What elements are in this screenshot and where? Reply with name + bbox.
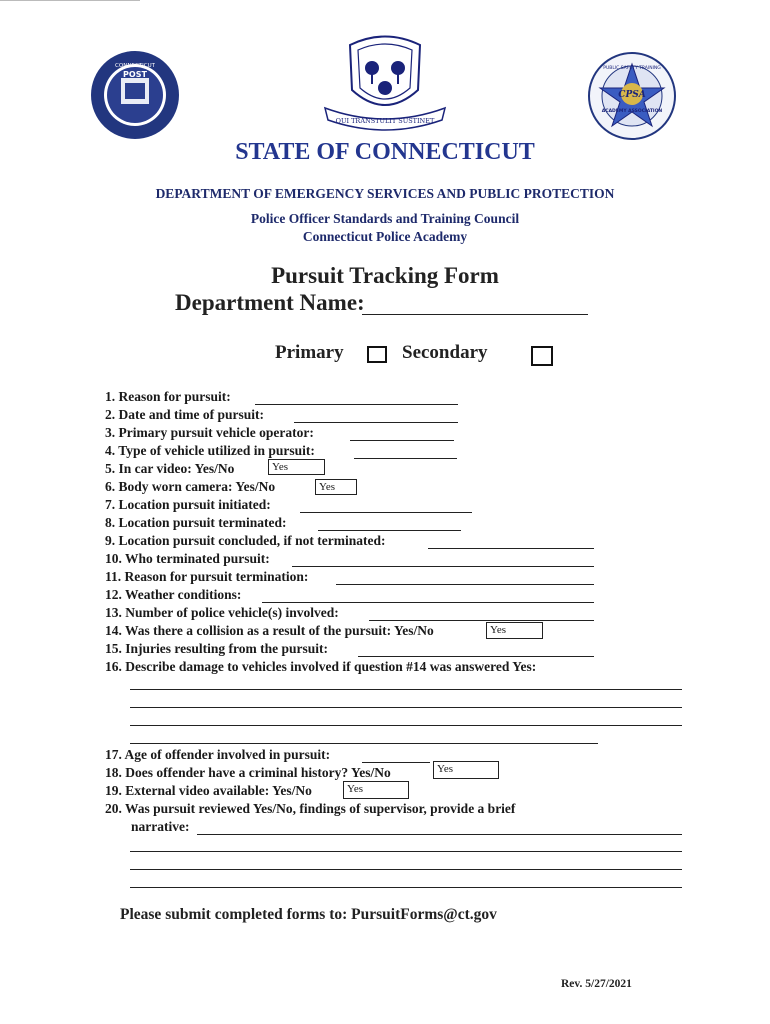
department-heading: DEPARTMENT OF EMERGENCY SERVICES AND PUBLIC PROTECTION [155, 186, 615, 201]
in-car-video-field[interactable]: Yes [268, 459, 325, 475]
question-16: 16. Describe damage to vehicles involved if question #14 was answered Yes: [105, 659, 537, 674]
question-14: 14. Was there a collision as a result of the pursuit: Yes/No [105, 623, 434, 638]
seal-motto: QUI TRANSTULIT SUSTINET [335, 117, 435, 125]
answer-4-field[interactable] [354, 458, 457, 459]
narrative-line-2[interactable] [130, 851, 682, 852]
question-20: 20. Was pursuit reviewed Yes/No, findings of supervisor, provide a brief [105, 801, 516, 816]
post-top-text: CONNECTICUT [115, 63, 155, 69]
question-8: 8. Location pursuit terminated: [105, 515, 287, 530]
cpsa-logo [588, 52, 676, 140]
state-title: STATE OF CONNECTICUT [235, 139, 535, 165]
secondary-checkbox[interactable] [531, 346, 553, 366]
answer-10-field[interactable] [292, 566, 594, 567]
cpsa-arc-text: PUBLIC SAFETY TRAINING [603, 66, 661, 71]
answer-12-field[interactable] [262, 602, 594, 603]
question-7: 7. Location pursuit initiated: [105, 497, 271, 512]
question-5: 5. In car video: Yes/No [105, 461, 235, 476]
question-20-narrative-label: narrative: [131, 819, 190, 834]
answer-1-field[interactable] [255, 404, 458, 405]
council-heading: Police Officer Standards and Training Council [250, 211, 520, 226]
damage-description-line-2[interactable] [130, 707, 682, 708]
question-19: 19. External video available: Yes/No [105, 783, 312, 798]
question-1: 1. Reason for pursuit: [105, 389, 231, 404]
form-title: Pursuit Tracking Form [271, 263, 499, 288]
secondary-label: Secondary [402, 342, 488, 363]
damage-description-line-1[interactable] [130, 689, 682, 690]
primary-checkbox[interactable] [367, 346, 387, 363]
submit-instructions: Please submit completed forms to: PursuitForms@ct.gov [120, 906, 497, 923]
question-15: 15. Injuries resulting from the pursuit: [105, 641, 329, 656]
question-4: 4. Type of vehicle utilized in pursuit: [105, 443, 315, 458]
department-name-field[interactable] [362, 314, 588, 315]
academy-heading: Connecticut Police Academy [302, 229, 468, 244]
answer-15-field[interactable] [358, 656, 594, 657]
narrative-line-3[interactable] [130, 869, 682, 870]
scan-edge-line [0, 0, 140, 1]
damage-description-line-4[interactable] [130, 743, 598, 744]
narrative-line-4[interactable] [130, 887, 682, 888]
question-12: 12. Weather conditions: [105, 587, 242, 602]
question-13: 13. Number of police vehicle(s) involved: [105, 605, 339, 620]
post-logo [90, 50, 180, 140]
damage-description-line-3[interactable] [130, 725, 682, 726]
body-worn-camera-field[interactable]: Yes [315, 479, 357, 495]
narrative-line-1[interactable] [197, 834, 682, 835]
cpsa-lower-text: ACADEMY ASSOCIATION [601, 109, 663, 114]
primary-label: Primary [275, 342, 344, 363]
external-video-field[interactable]: Yes [343, 781, 409, 799]
question-10: 10. Who terminated pursuit: [105, 551, 270, 566]
question-17: 17. Age of offender involved in pursuit: [105, 747, 331, 762]
answer-2-field[interactable] [294, 422, 458, 423]
answer-13-field[interactable] [369, 620, 594, 621]
question-18: 18. Does offender have a criminal history? Yes/No [105, 765, 391, 780]
answer-9-field[interactable] [428, 548, 594, 549]
criminal-history-field[interactable]: Yes [433, 761, 499, 779]
question-6: 6. Body worn camera: Yes/No [105, 479, 276, 494]
answer-7-field[interactable] [300, 512, 472, 513]
answer-17-field[interactable] [362, 762, 430, 763]
cpsa-center-text: CPSA [618, 90, 646, 100]
department-name-label: Department Name: [175, 290, 365, 315]
answer-3-field[interactable] [350, 440, 454, 441]
collision-field[interactable]: Yes [486, 622, 543, 639]
post-center-text: POST [123, 70, 147, 79]
answer-11-field[interactable] [336, 584, 594, 585]
question-3: 3. Primary pursuit vehicle operator: [105, 425, 314, 440]
answer-8-field[interactable] [318, 530, 461, 531]
question-2: 2. Date and time of pursuit: [105, 407, 264, 422]
question-9: 9. Location pursuit concluded, if not terminated: [105, 533, 386, 548]
state-seal [320, 30, 450, 135]
revision-date: Rev. 5/27/2021 [561, 978, 632, 990]
question-11: 11. Reason for pursuit termination: [105, 569, 309, 584]
